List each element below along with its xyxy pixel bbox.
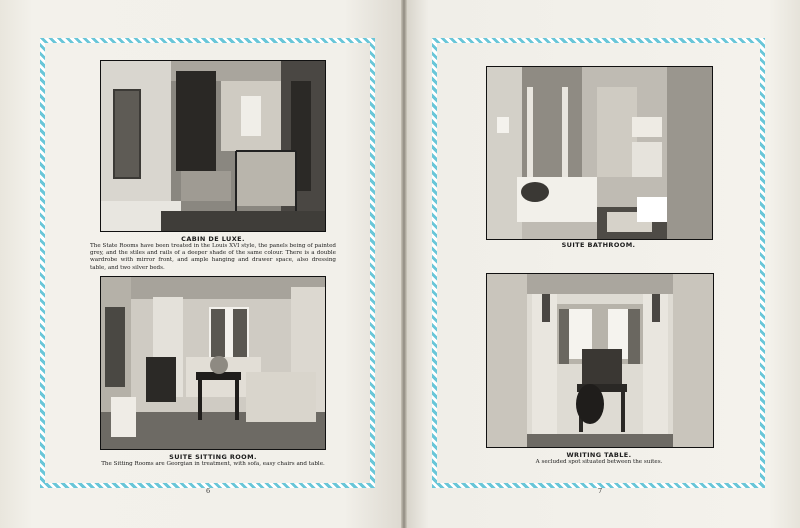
suite-sitting-room-photo <box>100 276 326 450</box>
cabin-de-luxe-photo <box>100 60 326 232</box>
sitting-room-title: SUITE SITTING ROOM. <box>169 453 257 461</box>
writing-table-description: A secluded spot situated between the suites. <box>535 459 663 465</box>
suite-bathroom-photo <box>486 66 713 240</box>
sitting-room-description: The Sitting Rooms are Georgian in treatment, with sofa, easy chairs and table. <box>101 461 325 467</box>
writing-table-photo <box>486 273 714 448</box>
page-number-left: 6 <box>206 487 211 495</box>
cabin-description: The State Rooms have been treated in the Louis XVI style, the panels being of painted grey, and the stiles and rails of a deeper shade of the same colour. There is a double wardrobe with mirror front, and ample hanging and drawer space, also dressing table, and two silver beds. <box>90 243 336 271</box>
book-spine <box>401 0 407 528</box>
bathroom-title: SUITE BATHROOM. <box>561 241 636 249</box>
cabin-title: CABIN DE LUXE. <box>181 235 245 243</box>
page-number-right: 7 <box>598 487 603 495</box>
writing-table-title: WRITING TABLE. <box>566 451 632 459</box>
